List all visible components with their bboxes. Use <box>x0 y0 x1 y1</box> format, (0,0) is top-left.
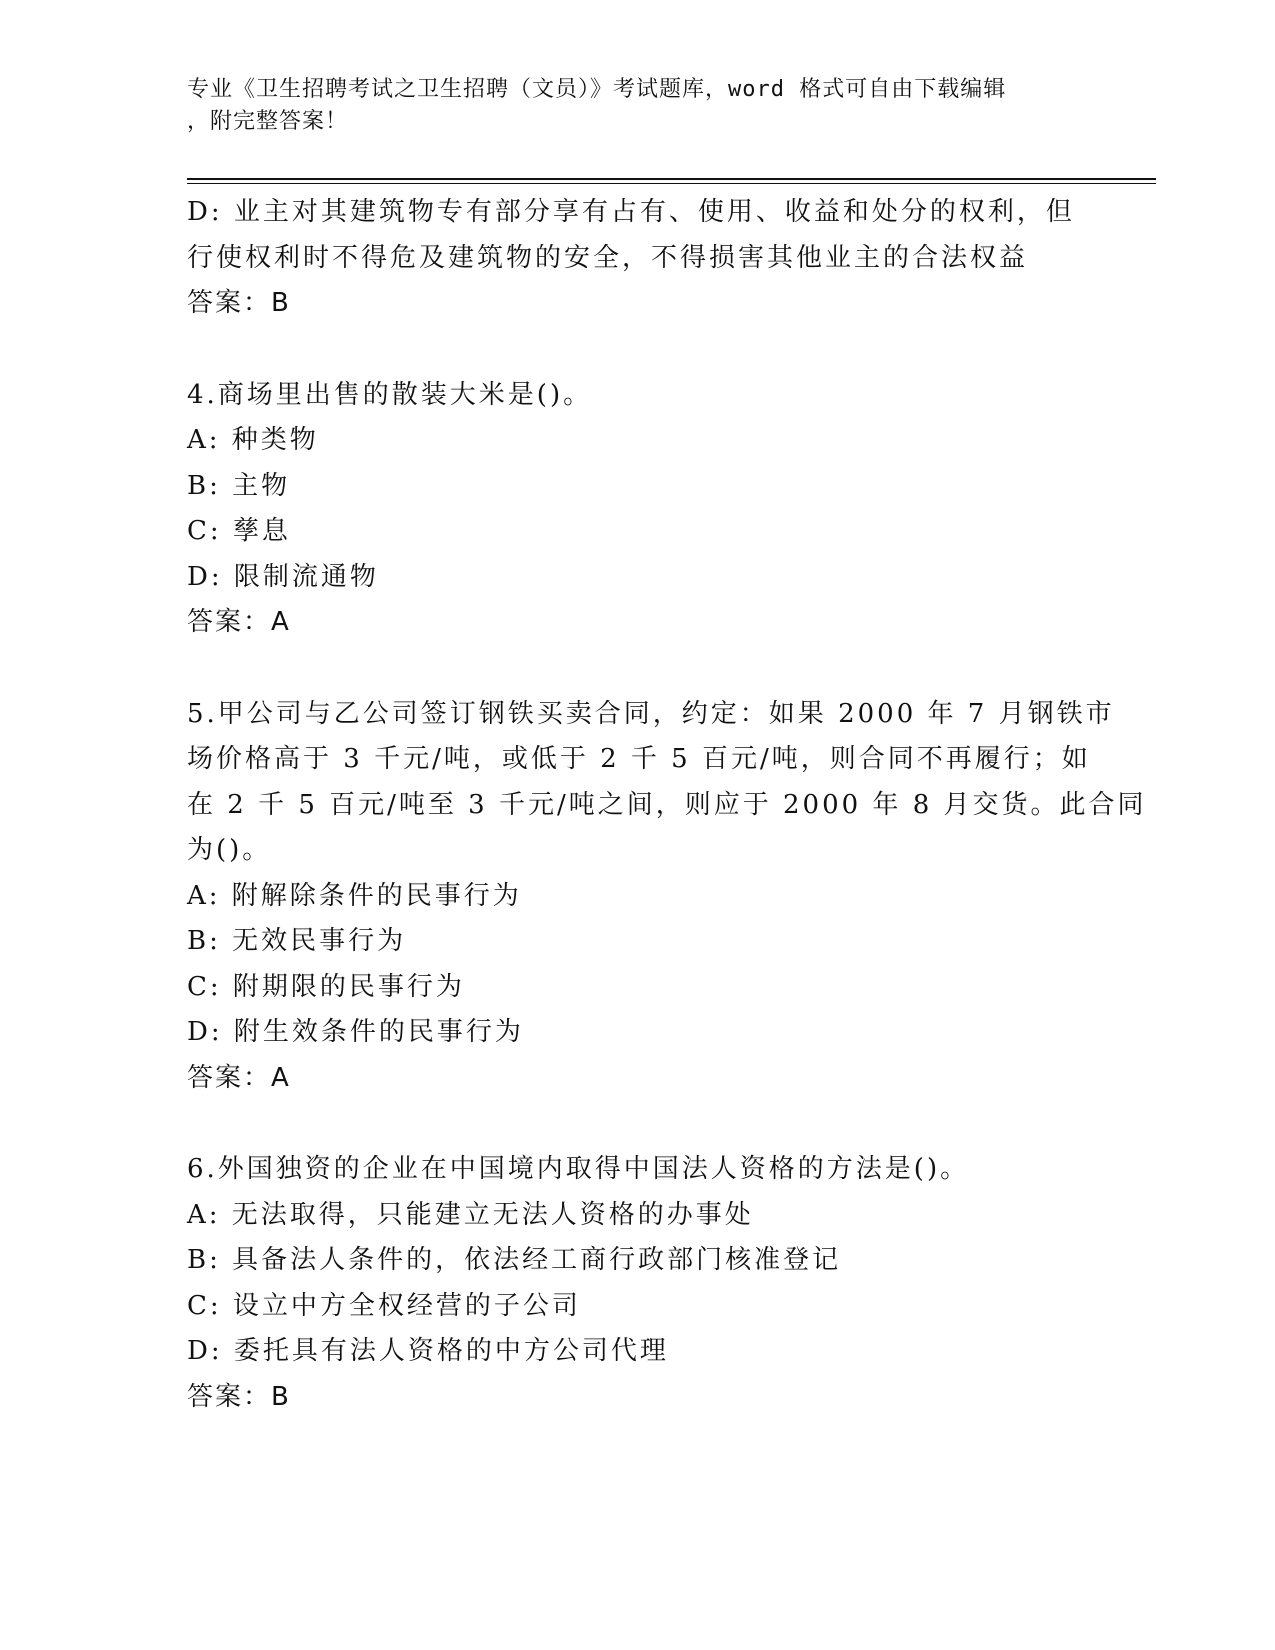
option-d: D: 附生效条件的民事行为 <box>187 1017 524 1047</box>
question-stem-line-2: 场价格高于 3 千元/吨，或低于 2 千 5 百元/吨，则合同不再履行；如 <box>187 744 1091 774</box>
option-b: B: 无效民事行为 <box>187 926 407 956</box>
option-b: B: 具备法人条件的，依法经工商行政部门核准登记 <box>187 1245 842 1275</box>
question-stem: 4.商场里出售的散装大米是()。 <box>187 379 593 410</box>
question-4 <box>187 373 1087 646</box>
question-stem-line-1: 5.甲公司与乙公司签订钢铁买卖合同，约定：如果 2000 年 7 月钢铁市 <box>187 698 1115 729</box>
spacer <box>187 327 1087 373</box>
spacer <box>187 646 1087 692</box>
question-stem-line-3: 在 2 千 5 百元/吨至 3 千元/吨之间，则应于 2000 年 8 月交货。此合同 <box>187 789 1147 820</box>
question-list <box>187 190 1147 1420</box>
option-d-line-2: 行使权利时不得危及建筑物的安全，不得损害其他业主的合法权益 <box>187 242 1029 273</box>
document-header <box>187 74 1067 138</box>
option-d: D: 限制流通物 <box>187 561 379 592</box>
option-a: A: 无法取得，只能建立无法人资格的办事处 <box>187 1199 754 1230</box>
question-3-tail <box>187 190 1087 327</box>
question-stem-line-4: 为()。 <box>187 835 272 865</box>
option-c: C: 附期限的民事行为 <box>187 971 465 1002</box>
header-line-1: 专业《卫生招聘考试之卫生招聘（文员）》考试题库，word 格式可自由下载编辑 <box>187 77 1007 102</box>
answer: 答案：A <box>187 607 291 637</box>
answer: 答案：B <box>187 288 291 318</box>
option-d-line-1: D: 业主对其建筑物专有部分享有占有、使用、收益和处分的权利，但 <box>187 197 1075 227</box>
option-d: D: 委托具有法人资格的中方公司代理 <box>187 1336 669 1366</box>
option-c: C: 设立中方全权经营的子公司 <box>187 1290 581 1321</box>
question-5 <box>187 692 1147 1102</box>
spacer <box>187 1101 1087 1147</box>
answer: 答案：A <box>187 1062 291 1093</box>
question-stem: 6.外国独资的企业在中国境内取得中国法人资格的方法是()。 <box>187 1154 970 1184</box>
header-divider-thin <box>187 183 1156 184</box>
option-a: A: 附解除条件的民事行为 <box>187 880 522 911</box>
question-6 <box>187 1147 1087 1420</box>
option-c: C: 孳息 <box>187 516 291 546</box>
option-a: A: 种类物 <box>187 425 319 455</box>
header-divider-thick <box>187 178 1156 180</box>
option-b: B: 主物 <box>187 470 291 501</box>
answer: 答案：B <box>187 1381 291 1412</box>
header-line-2: ，附完整答案！ <box>187 109 349 134</box>
